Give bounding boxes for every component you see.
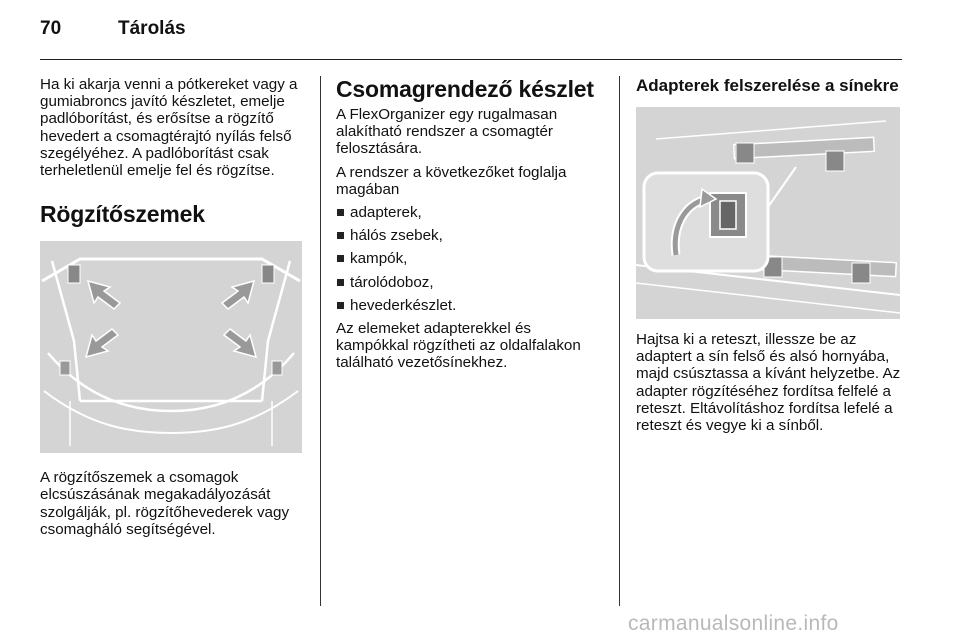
lashing-eyes-illustration — [40, 241, 302, 453]
adapter-rail-illustration — [636, 107, 900, 319]
section-heading-lashing-eyes: Rögzítőszemek — [40, 201, 205, 228]
watermark: carmanualsonline.info — [628, 612, 839, 635]
section-heading-flexorganizer: Csomagrendező készlet — [336, 76, 594, 102]
column-2 — [336, 76, 606, 378]
chapter-title: Tárolás — [118, 18, 186, 39]
list-item: tárolódoboz, — [336, 274, 606, 291]
lashing-eyes-caption: A rögzítőszemek a csomagok elcsúszásának megakadályozását szolgálják, pl. rögzítőhevederek vagy csomagháló segítségével. — [40, 469, 290, 538]
list-item: hevederkészlet. — [336, 297, 606, 314]
column-3 — [636, 76, 906, 440]
column-divider-1 — [320, 76, 321, 606]
list-item: hálós zsebek, — [336, 227, 606, 244]
flexorganizer-item-list — [336, 204, 606, 314]
adapter-instructions: Hajtsa ki a reteszt, illessze be az adaptert a sín felső és alsó hornyába, majd csúsztassa a kívánt helyzetbe. Az adapter rögzítéséhez fordítsa felfelé a reteszt. Eltávolításhoz fordítsa lefelé a reteszt és vegye ki a sínből. — [636, 331, 901, 435]
intro-paragraph: Ha ki akarja venni a pótkereket vagy a gumiabroncs javító készletet, emelje padlóborítást, és erősítse a rögzítő hevedert a csomagtérajtó nyílás felső szegélyéhez. A padlóborítást csak terheletlenül emelje fel és rögzítse. — [40, 76, 298, 180]
header-rule — [40, 59, 902, 60]
list-item: kampók, — [336, 250, 606, 267]
page-number: 70 — [40, 18, 62, 39]
column-1 — [40, 76, 310, 544]
flexorganizer-mounting: Az elemeket adapterekkel és kampókkal rögzítheti az oldalfalakon található vezetősínekhez. — [336, 320, 581, 372]
flexorganizer-intro: A FlexOrganizer egy rugalmasan alakítható rendszer a csomagtér felosztására. — [336, 106, 558, 158]
column-divider-2 — [619, 76, 620, 606]
page-header — [40, 18, 186, 40]
list-item: adapterek, — [336, 204, 606, 221]
flexorganizer-includes: A rendszer a következőket foglalja magában — [336, 163, 567, 198]
section-heading-adapters: Adapterek felszerelése a sínekre — [636, 76, 899, 95]
